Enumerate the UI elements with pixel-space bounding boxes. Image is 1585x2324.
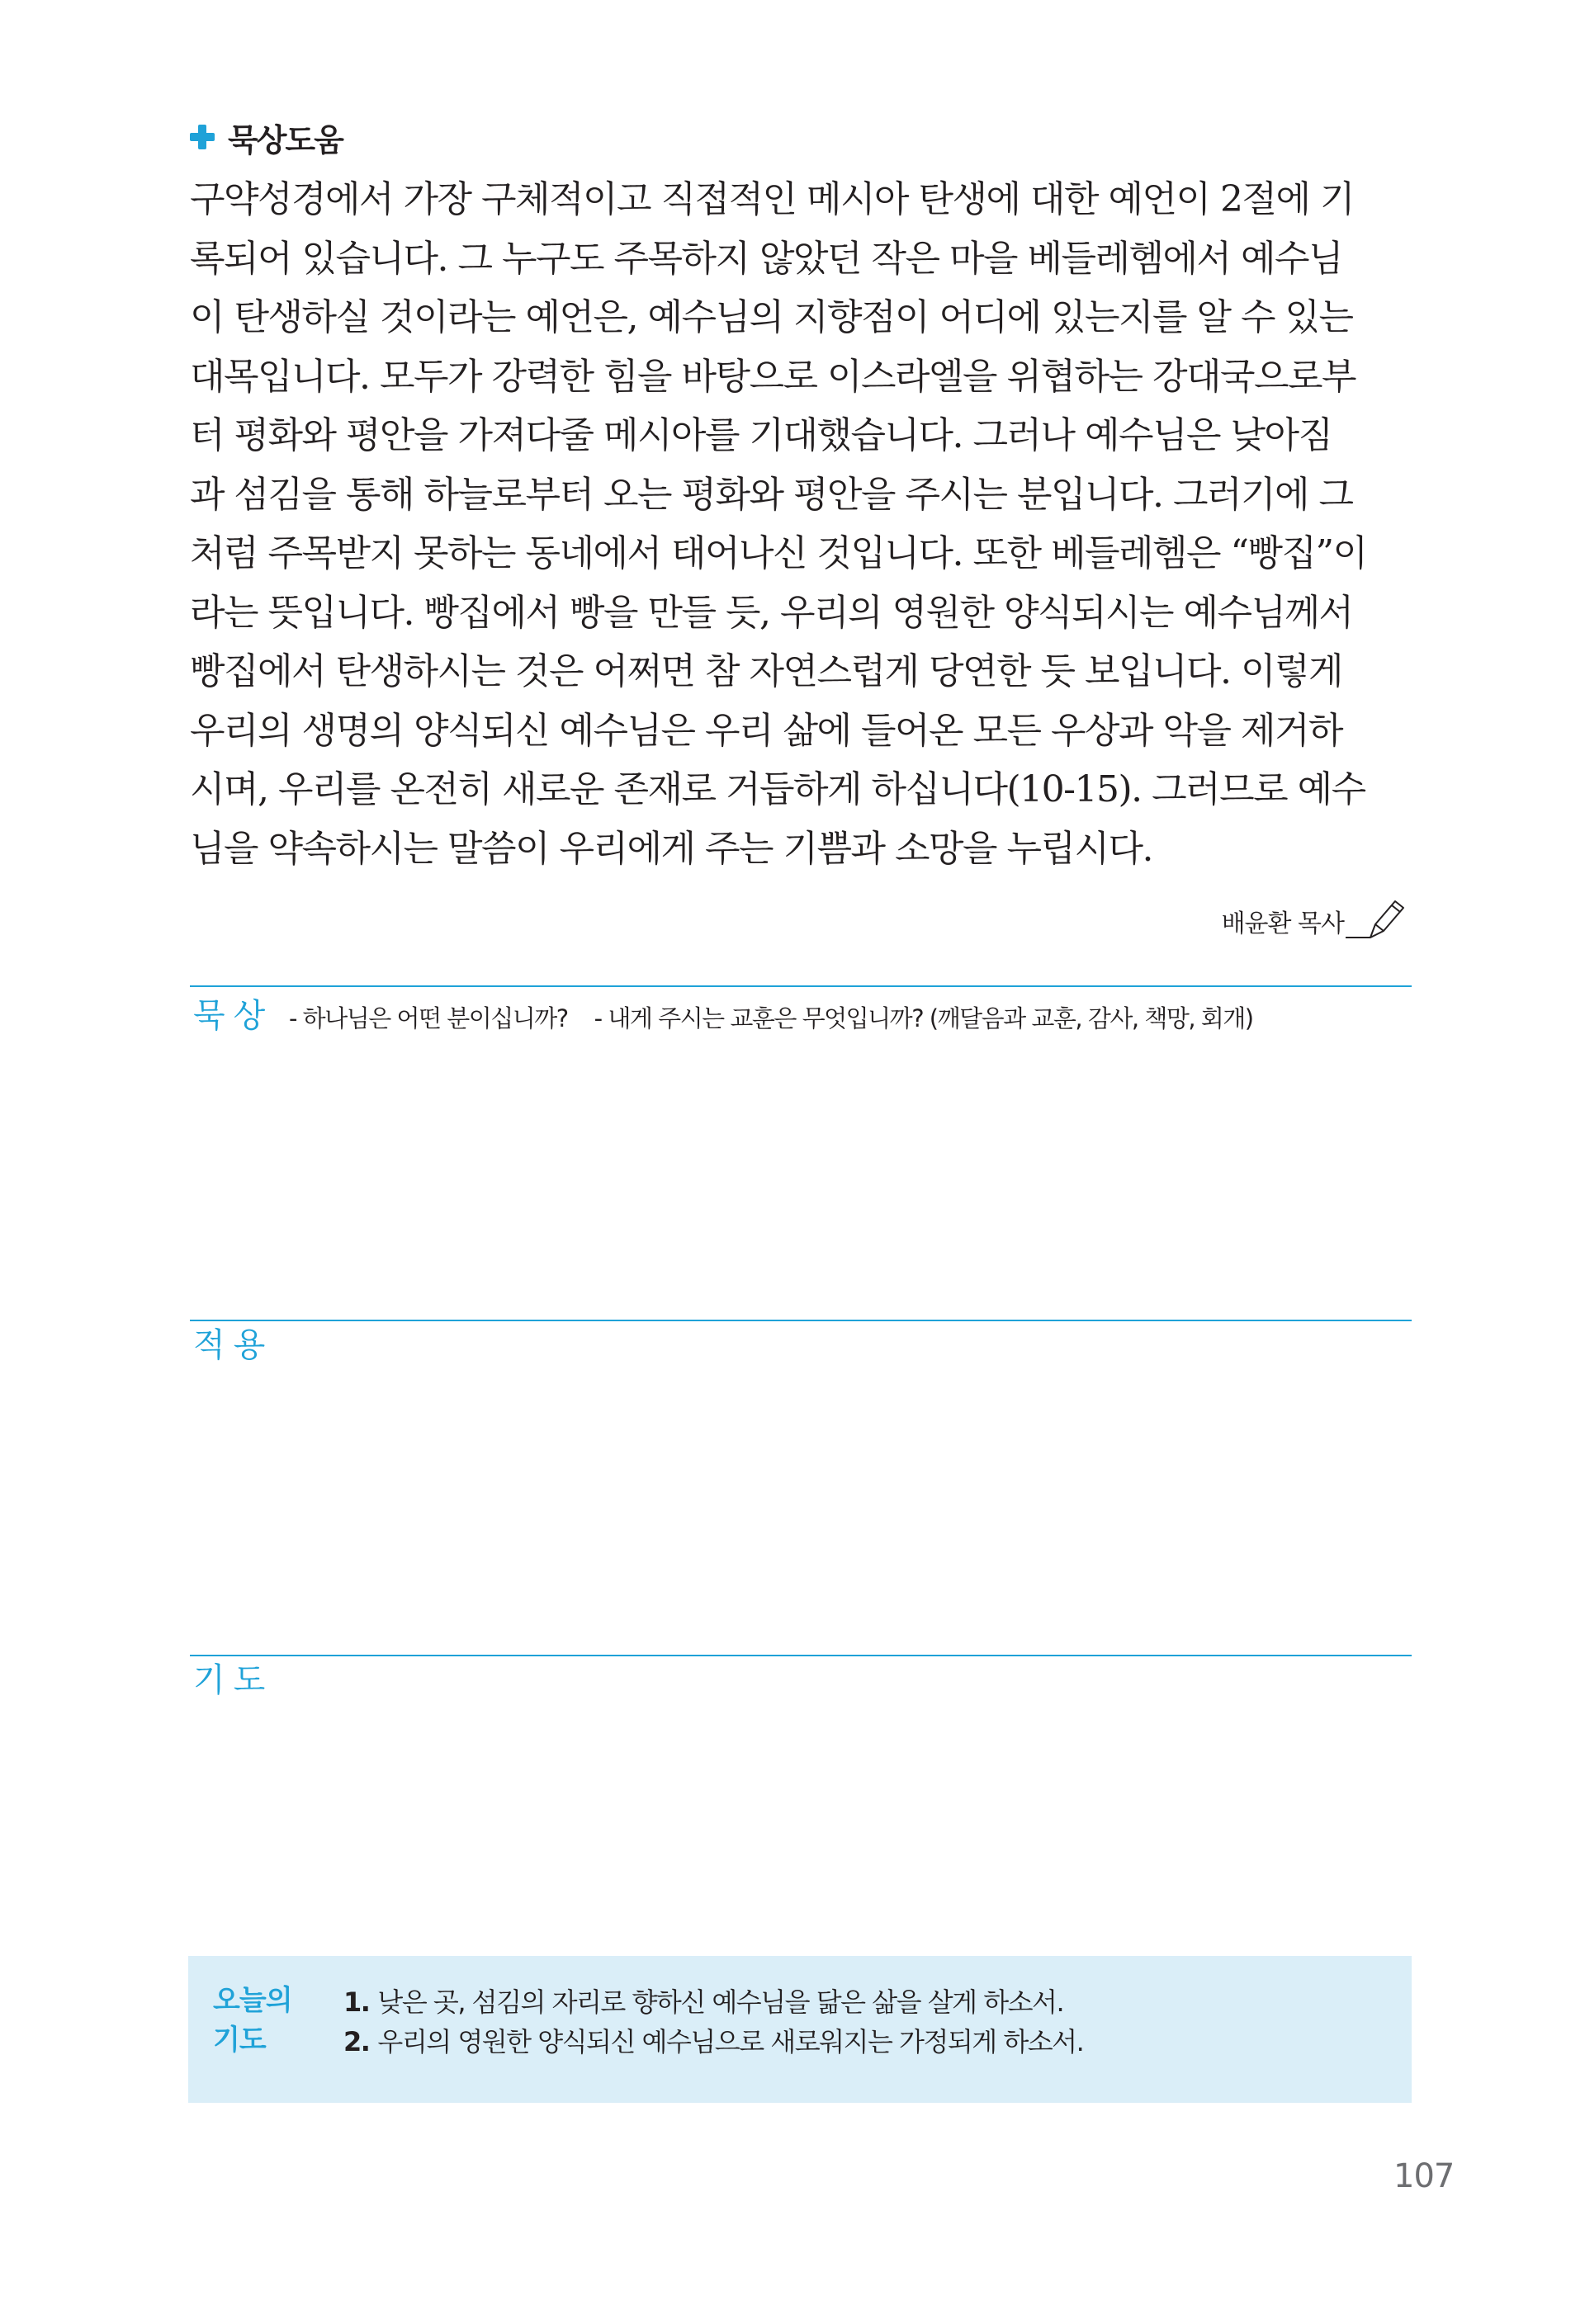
meditation-divider [190,985,1412,987]
author-name: 배윤환 목사 [1221,909,1344,938]
body-line: 대목입니다. 모두가 강력한 힘을 바탕으로 이스라엘을 위협하는 강대국으로부 [190,355,1356,398]
body-line: 록되어 있습니다. 그 누구도 주목하지 않았던 작은 마을 베들레헴에서 예수님 [190,237,1342,280]
prayer-item-number: 1. [343,1986,370,2018]
application-divider [190,1320,1412,1321]
page-number: 107 [1393,2157,1455,2195]
prayer-item [343,2022,1083,2062]
pencil-icon [1346,891,1408,941]
body-line: 라는 뜻입니다. 빵집에서 빵을 만들 듯, 우리의 영원한 양식되시는 예수님께서 [190,591,1353,634]
meditation-label: 묵상 [193,997,274,1035]
prayer-item-text: 낮은 곳, 섬김의 자리로 향하신 예수님을 닮은 삶을 살게 하소서. [377,1986,1064,2018]
today-prayer-box [188,1956,1412,2103]
body-line: 구약성경에서 가장 구체적이고 직접적인 메시아 탄생에 대한 예언이 2절에 기 [190,178,1354,220]
plus-icon [190,125,215,149]
devotional-body-text [190,170,1420,878]
meditation-hint-question-1: - 하나님은 어떤 분이십니까? [289,1004,568,1032]
today-prayer-items [343,1982,1083,2062]
today-prayer-label-line2: 기도 [213,2024,266,2057]
meditation-hint-question-2: - 내게 주시는 교훈은 무엇입니까? (깨달음과 교훈, 감사, 책망, 회개) [594,1004,1253,1032]
body-line: 이 탄생하실 것이라는 예언은, 예수님의 지향점이 어디에 있는지를 알 수 있는 [190,296,1353,338]
prayer-divider [190,1655,1412,1656]
today-prayer-label-line1: 오늘의 [213,1984,292,2017]
prayer-item-text: 우리의 영원한 양식되신 예수님으로 새로워지는 가정되게 하소서. [377,2026,1084,2057]
body-line: 빵집에서 탄생하시는 것은 어쩌면 참 자연스럽게 당연한 듯 보입니다. 이렇게 [190,650,1342,692]
prayer-item [343,1982,1083,2022]
application-label: 적용 [193,1326,274,1364]
body-line: 터 평화와 평안을 가져다줄 메시아를 기대했습니다. 그러나 예수님은 낮아짐 [190,414,1332,456]
meditation-help-header [190,112,343,162]
body-line: 님을 약속하시는 말씀이 우리에게 주는 기쁨과 소망을 누립시다. [190,827,1152,870]
body-line: 처럼 주목받지 못하는 동네에서 태어나신 것입니다. 또한 베들레헴은 “빵집”이 [190,532,1367,574]
body-line: 시며, 우리를 온전히 새로운 존재로 거듭하게 하십니다(10-15). 그러므로 예수 [190,768,1365,810]
prayer-item-number: 2. [343,2026,370,2057]
body-line: 과 섬김을 통해 하늘로부터 오는 평화와 평안을 주시는 분입니다. 그러기에 그 [190,473,1353,516]
author-signature [1222,891,1408,941]
prayer-label: 기도 [193,1661,274,1699]
body-line: 우리의 생명의 양식되신 예수님은 우리 삶에 들어온 모든 우상과 악을 제거하 [190,709,1342,752]
meditation-hint [289,1002,1253,1035]
meditation-help-title: 묵상도움 [228,121,343,158]
today-prayer-label [213,1981,292,2060]
